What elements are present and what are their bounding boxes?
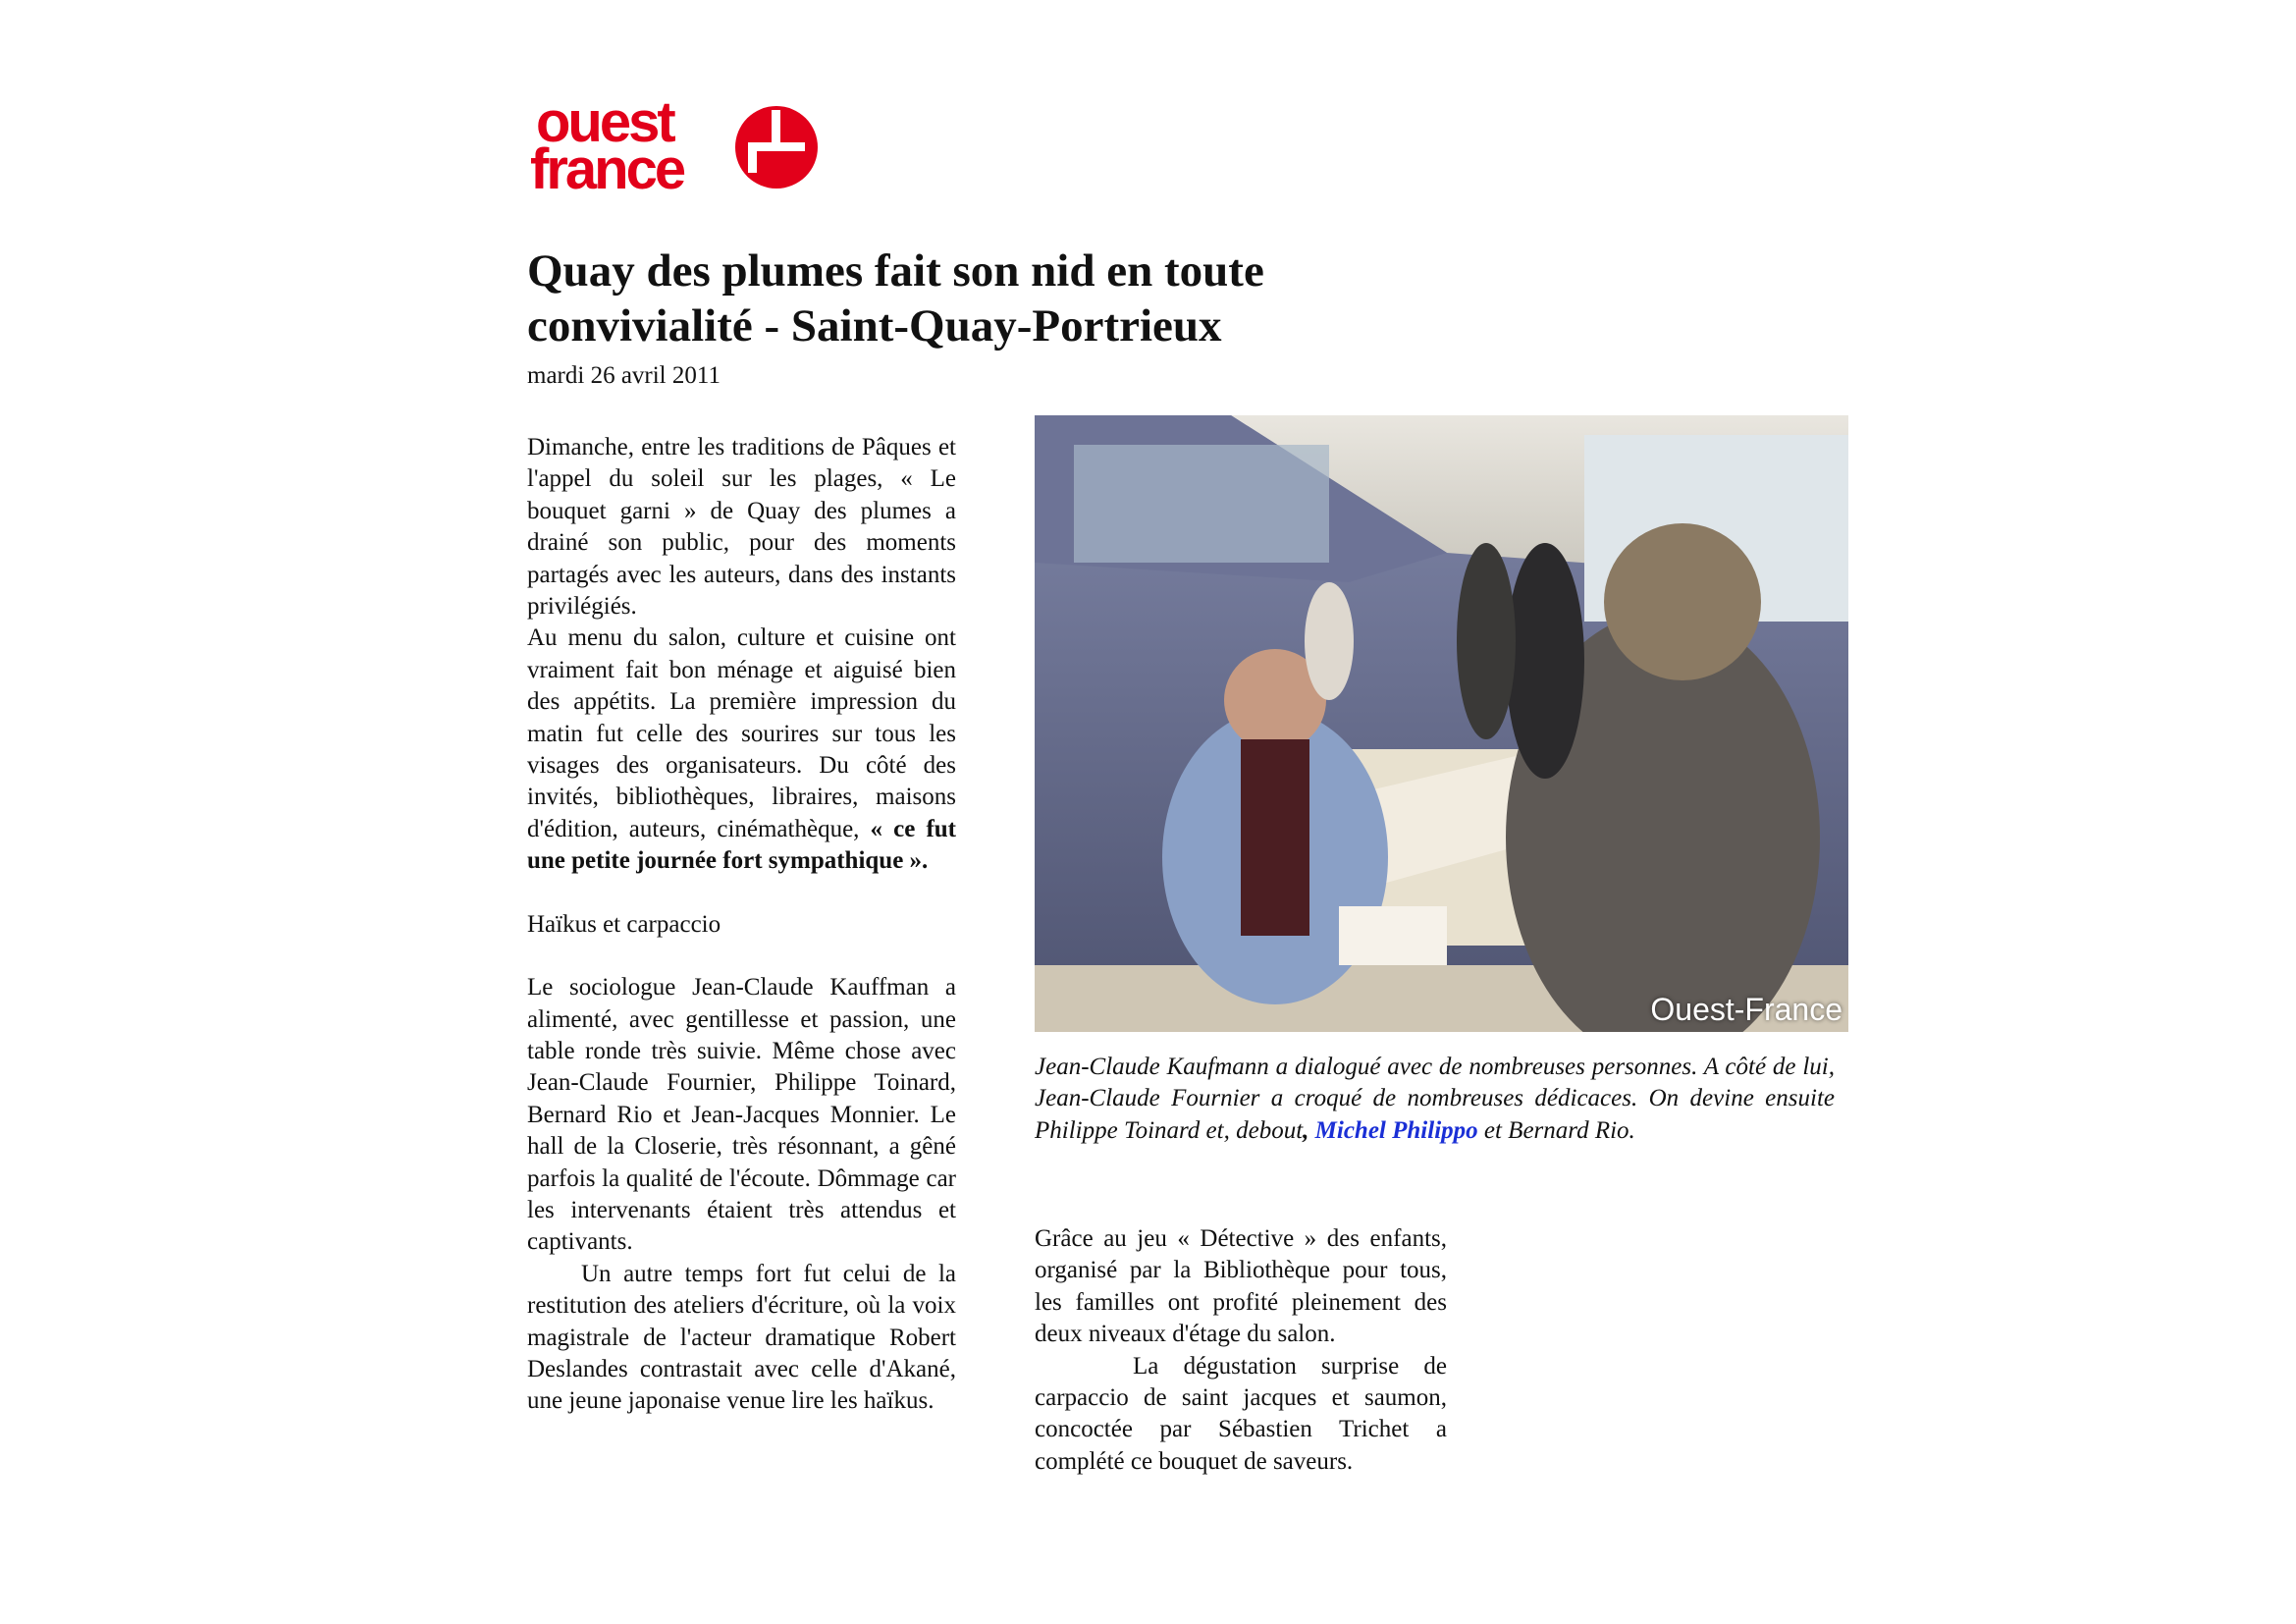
caption-text-end: et Bernard Rio. [1483,1116,1635,1144]
logo-word-france: france [530,137,684,198]
photo-watermark: Ouest-France [1650,992,1842,1027]
paragraph-intro: Dimanche, entre les traditions de Pâques et l'appel du soleil sur les plages, « Le bouquet garni » de Quay des plumes a drainé son public, pour des moments partagés avec les auteurs, dans des instants privilégiés. [527,434,956,621]
caption-text: Jean-Claude Kaufmann a dialogué avec de nombreuses personnes. A côté de lui, Jean-Claude Fournier a croqué de nombreuses dédicaces. On devine ensuite Philippe Toinard et, debout [1035,1054,1835,1144]
article-left-column [527,432,956,1418]
article-right-column [1035,1223,1447,1478]
logo-word-ouest: ouest [536,90,673,154]
article-date: mardi 26 avril 2011 [527,362,721,389]
paragraph-degustation: La dégustation surprise de carpaccio de saint jacques et saumon, concoctée par Sébastien Trichet a complété ce bouquet de saveurs. [1035,1352,1447,1475]
paragraph-menu [527,623,956,877]
michel-philippo-link[interactable]: Michel Philippo [1314,1116,1478,1144]
paragraph-detective: Grâce au jeu « Détective » des enfants, organisé par la Bibliothèque pour tous, les familles ont profité pleinement des deux niveaux d'étage du salon. [1035,1225,1447,1348]
quote-bold: « ce fut une petite journée fort sympathique ». [527,815,956,875]
logo-emblem-icon [735,106,818,189]
subheading: Haïkus et carpaccio [527,910,721,938]
article-photo [1035,415,1848,1032]
photo-caption [1035,1052,1835,1147]
paragraph-sociologue: Le sociologue Jean-Claude Kauffman a alimenté, avec gentillesse et passion, une table ronde très suivie. Même chose avec Jean-Claude Fournier, Philippe Toinard, Bernard Rio et Jean-Jacques Monnier. Le hall de la Closerie, très résonnant, a gêné parfois la qualité de l'écoute. Dômmage car les intervenants étaient très attendus et captivants. [527,974,956,1256]
article-title: Quay des plumes fait son nid en toute convivialité - Saint-Quay-Portrieux [527,245,1264,352]
paragraph-ateliers: Un autre temps fort fut celui de la restitution des ateliers d'écriture, où la voix magistrale de l'acteur dramatique Robert Deslandes contrastait avec celle d'Akané, une jeune japonaise venue lire les haïkus. [527,1260,956,1415]
paragraph-menu-text: Au menu du salon, culture et cuisine ont vraiment fait bon ménage et aiguisé bien des appétits. La première impression du matin fut celle des sourires sur tous les visages des organisateurs. Du côté des invités, bibliothèques, libraires, maisons d'édition, auteurs, cinémathèque, [527,624,956,842]
caption-comma: , [1303,1116,1309,1144]
ouest-france-logo [530,90,834,198]
